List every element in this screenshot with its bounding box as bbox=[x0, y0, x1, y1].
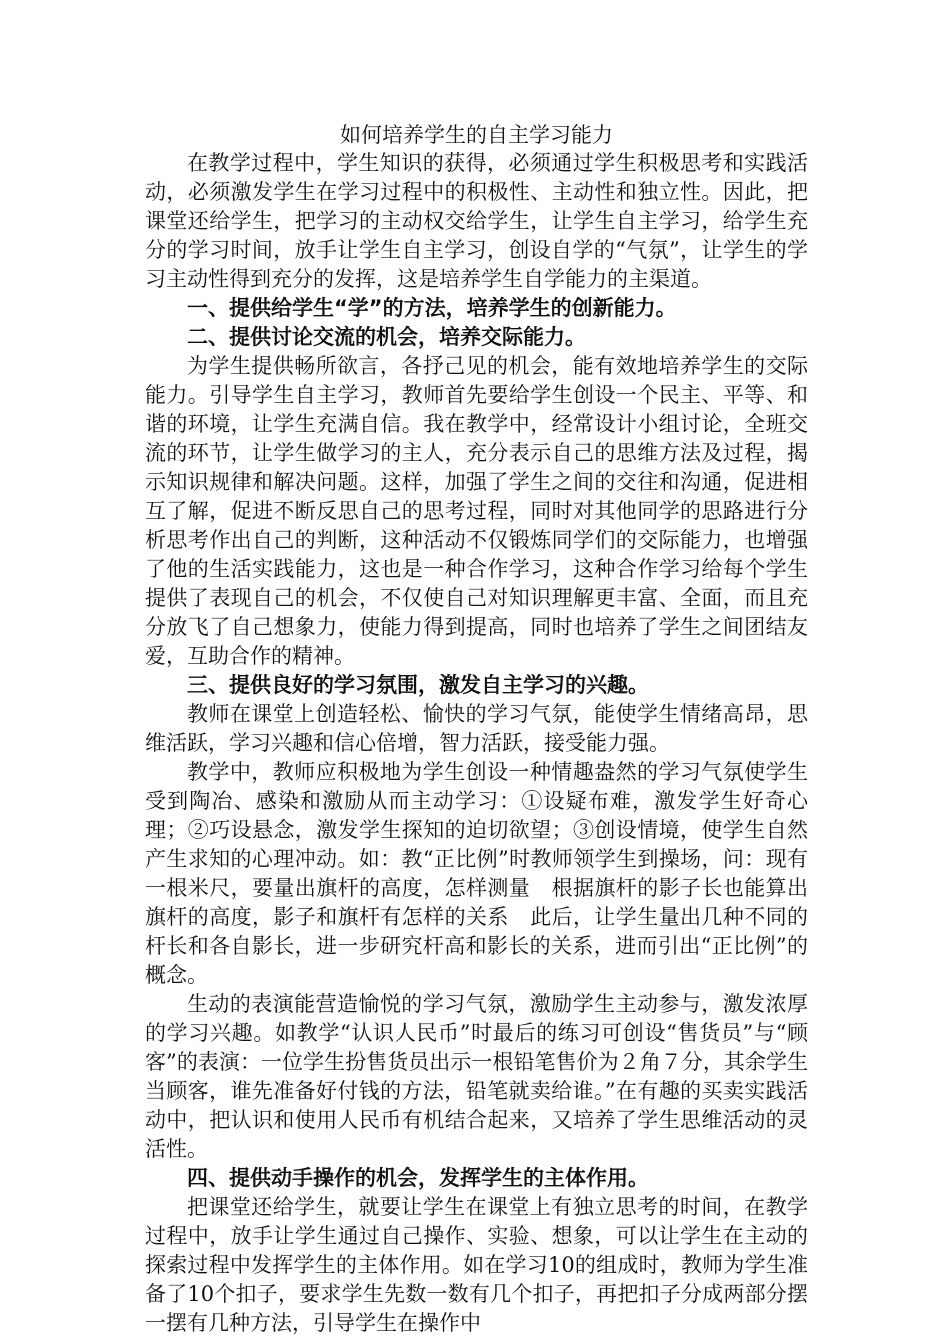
paragraph-atmosphere: 教师在课堂上创造轻松、愉快的学习气氛，能使学生情绪高昂，思维活跃，学习兴趣和信心倍增，智力活跃，接受能力强。 bbox=[145, 702, 808, 755]
paragraph-performance: 生动的表演能营造愉悦的学习气氛，激励学生主动参与，激发浓厚的学习兴趣。如教学“认识人民币”时最后的练习可创设“售货员”与“顾客”的表演：一位学生扮售货员出示一根铅笔售价为２角７分，其余学生当顾客，谁先准备好付钱的方法，铅笔就卖给谁。”在有趣的买卖实践活动中，把认识和使用人民币有机结合起来，又培养了学生思维活动的灵活性。 bbox=[145, 992, 808, 1161]
paragraph-teaching-example: 教学中，教师应积极地为学生创设一种情趣盎然的学习气氛使学生受到陶冶、感染和激励从而主动学习：①设疑布难，激发学生好奇心理；②巧设悬念，激发学生探知的迫切欲望；③创设情境，使学生自然产生求知的心理冲动。如：教“正比例”时教师领学生到操场，问：现有一根米尺，要量出旗杆的高度，怎样测量 根据旗杆的影子长也能算出旗杆的高度，影子和旗杆有怎样的关系 此后，让学生量出几种不同的杆长和各自影长，进一步研究杆高和影长的关系，进而引出“正比例”的概念。 bbox=[145, 760, 808, 987]
section-heading-4: 四、提供动手操作的机会，发挥学生的主体作用。 bbox=[187, 1166, 649, 1190]
document-title: 如何培养学生的自主学习能力 bbox=[340, 123, 613, 147]
section-heading-1: 一、提供给学生“学”的方法，培养学生的创新能力。 bbox=[187, 296, 677, 320]
paragraph-discussion: 为学生提供畅所欲言，各抒己见的机会，能有效地培养学生的交际能力。引导学生自主学习，教师首先要给学生创设一个民主、平等、和谐的环境，让学生充满自信。我在教学中，经常设计小组讨论，全班交流的环节，让学生做学习的主人，充分表示自己的思维方法及过程，揭示知识规律和解决问题。这样，加强了学生之间的交往和沟通，促进相互了解，促进不断反思自己的思考过程，同时对其他同学的思路进行分析思考作出自己的判断，这种活动不仅锻炼同学们的交际能力，也增强了他的生活实践能力，这也是一种合作学习，这种合作学习给每个学生提供了表现自己的机会，不仅使自己对知识理解更丰富、全面，而且充分放飞了自己想象力，使能力得到提高，同时也培养了学生之间团结友爱，互助合作的精神。 bbox=[145, 354, 808, 668]
paragraph-intro: 在教学过程中，学生知识的获得，必须通过学生积极思考和实践活动，必须激发学生在学习过程中的积极性、主动性和独立性。因此，把课堂还给学生，把学习的主动权交给学生，让学生自主学习，给学生充分的学习时间，放手让学生自主学习，创设自学的“气氛”，让学生的学习主动性得到充分的发挥，这是培养学生自学能力的主渠道。 bbox=[145, 151, 808, 291]
paragraph-hands-on: 把课堂还给学生，就要让学生在课堂上有独立思考的时间，在教学过程中，放手让学生通过自己操作、实验、想象，可以让学生在主动的探索过程中发挥学生的主体作用。如在学习10的组成时，教师为学生准备了10个扣子，要求学生先数一数有几个扣子，再把扣子分成两部分摆一摆有几种方法，引导学生在操作中 bbox=[145, 1195, 808, 1335]
section-heading-2: 二、提供讨论交流的机会，培养交际能力。 bbox=[187, 325, 586, 349]
section-heading-3: 三、提供良好的学习氛围，激发自主学习的兴趣。 bbox=[187, 673, 649, 697]
document-body bbox=[145, 122, 808, 1338]
